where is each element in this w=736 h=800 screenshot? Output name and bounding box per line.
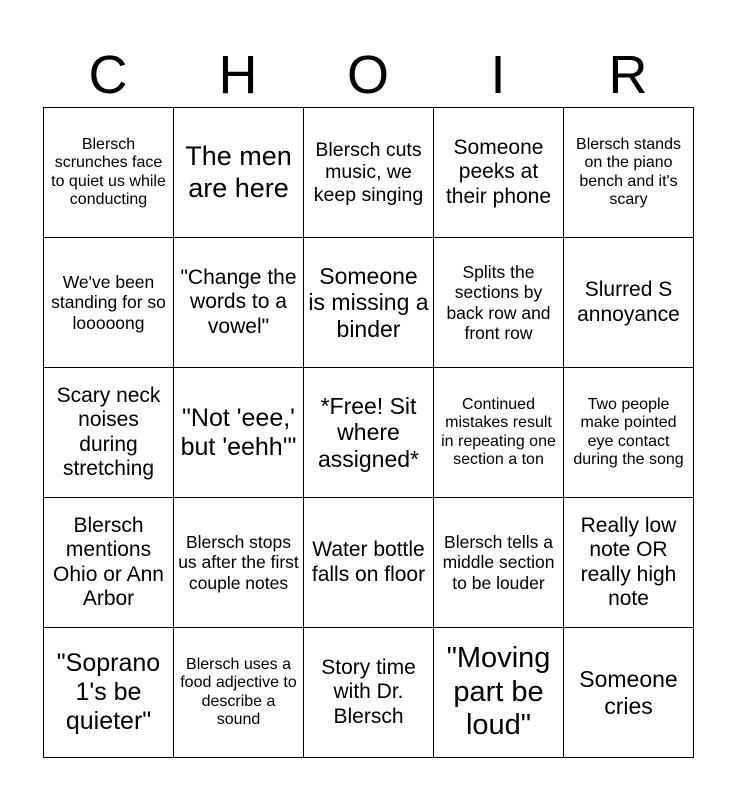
bingo-cell[interactable]: "Change the words to a vowel": [174, 238, 304, 368]
bingo-cell[interactable]: Two people make pointed eye contact during the song: [564, 368, 694, 498]
bingo-cell[interactable]: Blersch stands on the piano bench and it's scary: [564, 108, 694, 238]
bingo-cell[interactable]: Scary neck noises during stretching: [44, 368, 174, 498]
grid-row: [44, 368, 694, 498]
bingo-cell[interactable]: Slurred S annoyance: [564, 238, 694, 368]
bingo-cell[interactable]: Blersch mentions Ohio or Ann Arbor: [44, 498, 174, 628]
header-letter-c: C: [88, 45, 128, 105]
grid-row: [44, 238, 694, 368]
bingo-cell[interactable]: Story time with Dr. Blersch: [304, 628, 434, 758]
bingo-grid: [43, 107, 694, 758]
bingo-cell[interactable]: We've been standing for so looooong: [44, 238, 174, 368]
free-space-cell[interactable]: *Free! Sit where assigned*: [304, 368, 434, 498]
bingo-cell[interactable]: Someone is missing a binder: [304, 238, 434, 368]
grid-row: [44, 628, 694, 758]
bingo-cell[interactable]: Someone peeks at their phone: [434, 108, 564, 238]
bingo-cell[interactable]: Blersch scrunches face to quiet us while conducting: [44, 108, 174, 238]
header-letter-o: O: [346, 45, 389, 105]
bingo-cell[interactable]: "Moving part be loud": [434, 628, 564, 758]
bingo-cell[interactable]: Someone cries: [564, 628, 694, 758]
bingo-cell[interactable]: "Soprano 1's be quieter": [44, 628, 174, 758]
header-letter-h: H: [218, 45, 258, 105]
bingo-cell[interactable]: Blersch stops us after the first couple notes: [174, 498, 304, 628]
header-letter-i: I: [490, 45, 506, 105]
bingo-cell[interactable]: Blersch uses a food adjective to describe a sound: [174, 628, 304, 758]
bingo-header: [43, 44, 693, 106]
bingo-cell[interactable]: Really low note OR really high note: [564, 498, 694, 628]
bingo-cell[interactable]: Water bottle falls on floor: [304, 498, 434, 628]
header-letter-r: R: [608, 45, 648, 105]
bingo-cell[interactable]: Splits the sections by back row and front row: [434, 238, 564, 368]
bingo-cell[interactable]: Continued mistakes result in repeating one section a ton: [434, 368, 564, 498]
grid-row: [44, 108, 694, 238]
bingo-cell[interactable]: The men are here: [174, 108, 304, 238]
grid-row: [44, 498, 694, 628]
bingo-cell[interactable]: Blersch tells a middle section to be louder: [434, 498, 564, 628]
bingo-cell[interactable]: Blersch cuts music, we keep singing: [304, 108, 434, 238]
bingo-cell[interactable]: "Not 'eee,' but 'eehh'": [174, 368, 304, 498]
